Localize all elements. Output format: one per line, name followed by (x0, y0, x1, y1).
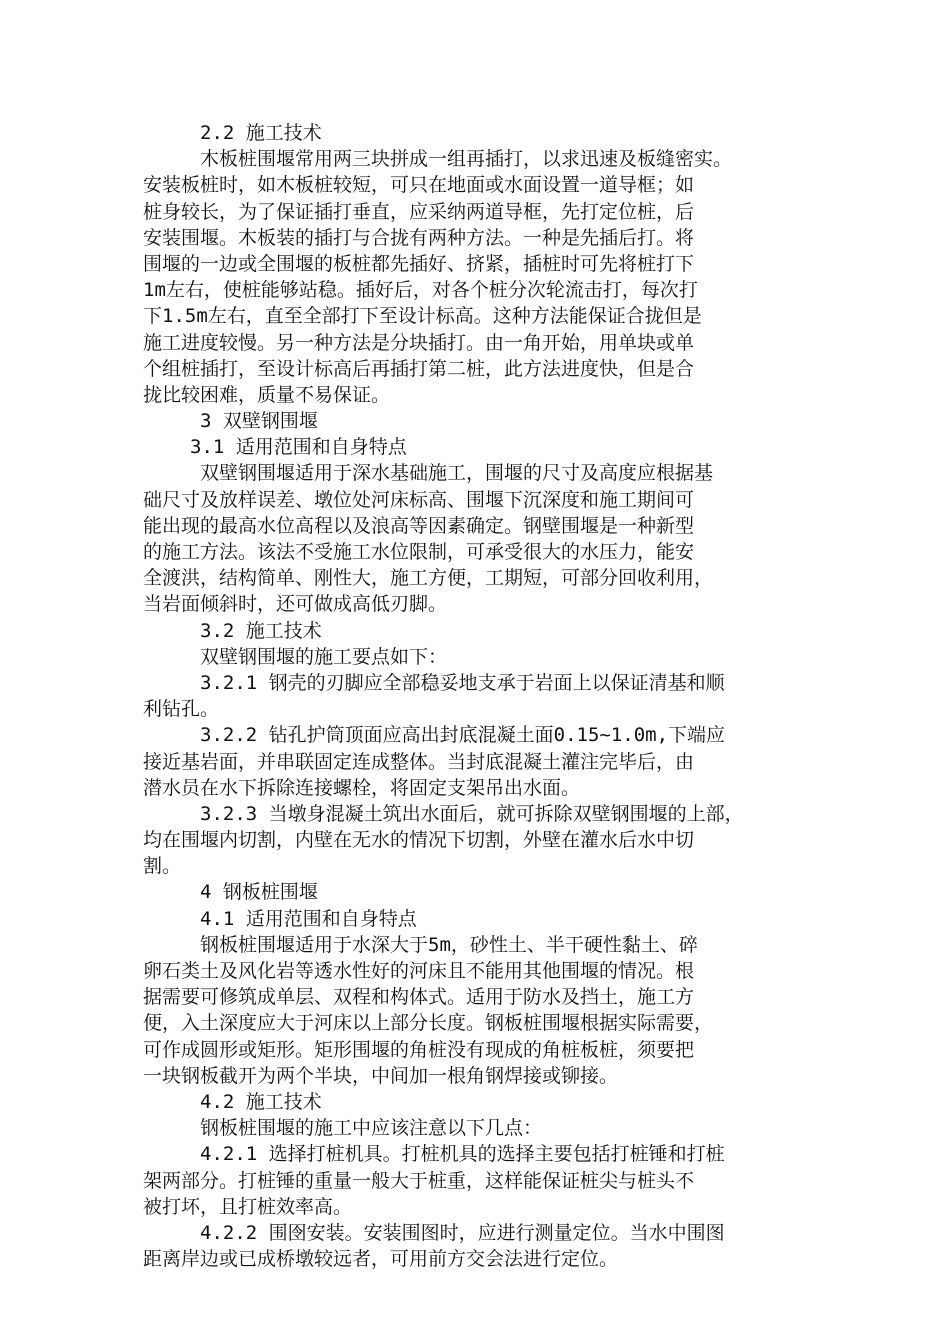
text-line: 被打坏，且打桩效率高。 (143, 1195, 353, 1218)
text-line: 围堰的一边或全围堰的板桩都先插好、挤紧，插桩时可先将桩打下 (143, 252, 695, 275)
text-line: 的施工方法。该法不受施工水位限制，可承受很大的水压力，能安 (143, 541, 695, 563)
section-heading: 2.2 施工技术 (200, 122, 322, 144)
text-line: 安装围堰。木板装的插打与合拢有两种方法。一种是先插后打。将 (143, 226, 695, 249)
document-body (143, 120, 823, 1272)
text-line: 个组桩插打，至设计标高后再插打第二桩，此方法进度快，但是合 (143, 357, 695, 380)
text-line: 全渡洪，结构简单、刚性大，施工方便，工期短，可部分回收利用， (143, 567, 714, 590)
paragraph-start-line: 4.2.2 围囹安装。安装围图时，应进行测量定位。当水中围图 (200, 1221, 725, 1244)
paragraph-start-line: 双壁钢围堰适用于深水基础施工，围堰的尺寸及高度应根据基 (200, 462, 714, 485)
paragraph-start-line: 钢板桩围堰适用于水深大于5m，砂性土、半干硬性黏土、碎 (200, 933, 698, 956)
section-heading: 4.2 施工技术 (200, 1090, 322, 1113)
text-line: 接近基岩面，并串联固定连成整体。当封底混凝土灌注完毕后，由 (143, 750, 695, 773)
text-line: 卵石类土及风化岩等透水性好的河床且不能用其他围堰的情况。根 (143, 960, 695, 982)
section-heading: 3 双壁钢围堰 (200, 410, 318, 433)
text-line: 可作成圆形或矩形。矩形围堰的角桩没有现成的角桩板桩，须要把 (143, 1038, 695, 1061)
paragraph-start-line: 木板桩围堰常用两三块拼成一组再插打，以求迅速及板缝密实。 (200, 148, 733, 171)
paragraph-start-line: 双壁钢围堰的施工要点如下： (200, 645, 448, 668)
paragraph-start-line: 4.2.1 选择打桩机具。打桩机具的选择主要包括打桩锤和打桩 (200, 1143, 725, 1166)
text-line: 桩身较长，为了保证插打垂直，应采纳两道导框，先打定位桩，后 (143, 200, 695, 223)
text-line: 割。 (143, 855, 182, 878)
text-line: 据需要可修筑成单层、双程和构体式。适用于防水及挡土，施工方 (143, 986, 695, 1009)
text-line: 一块钢板截开为两个半块，中间加一根角钢焊接或铆接。 (143, 1064, 619, 1087)
text-line: 安装板桩时，如木板桩较短，可只在地面或水面设置一道导框；如 (143, 174, 695, 197)
text-line: 便，入土深度应大于河床以上部分长度。钢板桩围堰根据实际需要， (143, 1012, 714, 1035)
text-line: 能出现的最高水位高程以及浪高等因素确定。钢壁围堰是一种新型 (143, 514, 695, 537)
text-line: 均在围堰内切割，内壁在无水的情况下切割，外壁在灌水后水中切 (143, 829, 695, 852)
text-line: 当岩面倾斜时，还可做成高低刃脚。 (143, 593, 448, 616)
section-heading: 3.1 适用范围和自身特点 (190, 436, 407, 459)
text-line: 利钻孔。 (143, 698, 220, 721)
paragraph-start-line: 3.2.1 钢壳的刃脚应全部稳妥地支承于岩面上以保证清基和顺 (200, 671, 725, 694)
text-line: 距离岸边或已成桥墩较远者，可用前方交会法进行定位。 (143, 1248, 619, 1271)
text-line: 架两部分。打桩锤的重量一般大于桩重，这样能保证桩尖与桩头不 (143, 1169, 695, 1192)
text-line: 础尺寸及放样误差、墩位处河床标高、围堰下沉深度和施工期间可 (143, 488, 695, 511)
text-line: 潜水员在水下拆除连接螺栓，将固定支架吊出水面。 (143, 776, 581, 799)
paragraph-start-line: 3.2.2 钻孔护筒顶面应高出封底混凝土面0.15~1.0m,下端应 (200, 724, 726, 747)
paragraph-start-line: 3.2.3 当墩身混凝土筑出水面后，就可拆除双壁钢围堰的上部， (200, 802, 744, 825)
section-heading: 4 钢板桩围堰 (200, 881, 318, 904)
paragraph-start-line: 钢板桩围堰的施工中应该注意以下几点： (200, 1117, 543, 1140)
text-line: 拢比较困难，质量不易保证。 (143, 383, 391, 406)
text-line: 施工进度较慢。另一种方法是分块插打。由一角开始，用单块或单 (143, 331, 695, 354)
section-heading: 3.2 施工技术 (200, 619, 322, 642)
text-line: 下1.5m左右，直至全部打下至设计标高。这种方法能保证合拢但是 (143, 305, 702, 328)
text-line: 1m左右，使桩能够站稳。插好后，对各个桩分次轮流击打，每次打 (143, 279, 698, 302)
section-heading: 4.1 适用范围和自身特点 (200, 907, 417, 930)
